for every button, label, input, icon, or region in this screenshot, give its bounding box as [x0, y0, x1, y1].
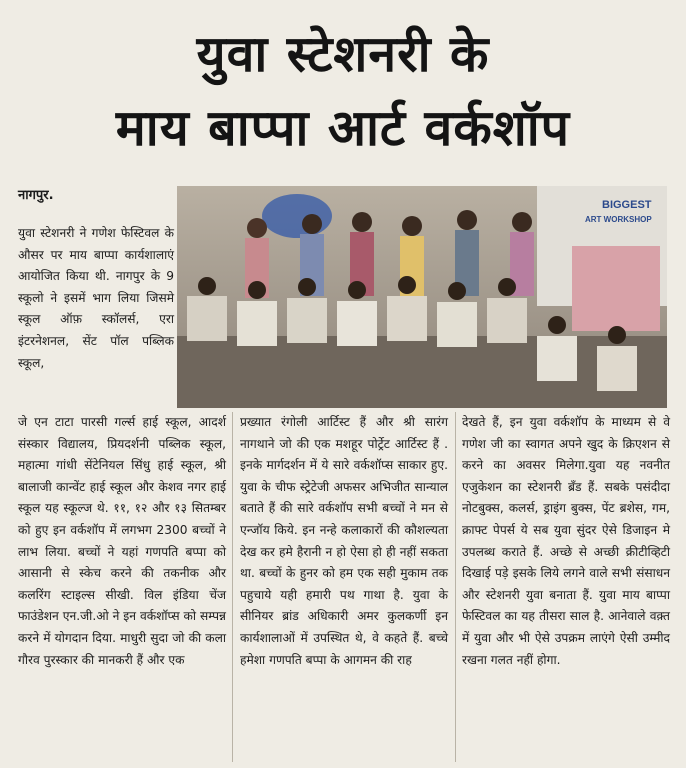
workshop-photo — [177, 186, 667, 408]
headline-line-1: युवा स्टेशनरी के — [196, 25, 490, 83]
headline-line-2: माय बाप्पा आर्ट वर्कशॉप — [115, 99, 571, 157]
article-column-3 — [462, 412, 670, 671]
article-paragraph: देखते हैं, इन युवा वर्कशॉप के माध्यम से वे गणेश जी का स्वागत अपने खुद के क्रिएशन से करने का अवसर मिलेगा.युवा यह नवनीत एजुकेशन का स्टेशनरी ब्रँड हैं. सबके पसंदीदा नोटबुक्स, कलर्स, ड्राइंग बुक्स, पेंट ब्रशेस, गम, क्राफ्ट पेपर्स ये सब युवा सुंदर ऐसे डिजाइन मे उपलब्ध कराते हैं. अच्छे से अच्छी क्रीटीव्हिटी दिखाई पड़े इसके लिये लगने वाले सभी संसाधन और स्टेशनरी युवा बनाता हैं. युवा माय बाप्पा फेस्टिवल का यह तीसरा साल है. आनेवाले वक़्त में युवा और भी ऐसे उपक्रम लाएंगे ऐसी उम्मीद रखना गलत नहीं होगा. — [462, 415, 670, 667]
ganesha-poster — [572, 246, 660, 331]
article-paragraph: युवा स्टेशनरी ने गणेश फेस्टिवल के औसर पर माय बाप्पा कार्यशालाएं आयोजित किया थी. नागपुर के 9 स्कूलो ने इसमें भाग लिया जिसमे स्कूल ऑफ़ स्कॉलर्स, एरा इंटरनेशनल, सेंट पॉल पब्लिक स्कूल, — [18, 226, 174, 370]
column-divider — [455, 412, 456, 762]
photo-illustration — [177, 186, 667, 408]
article-paragraph: जे एन टाटा पारसी गर्ल्स हाई स्कूल, आदर्श संस्कार विद्यालय, प्रियदर्शनी पब्लिक स्कूल, महात्मा गांधी सेंटेनियल सिंधु हाई स्कूल, श्री बालाजी कान्वेंट हाई स्कूल और केशव नगर हाई स्कूल यह स्कूल्ज थे. ११, १२ और १३ सितम्बर को हुए इन वर्कशॉप में लगभग 2300 बच्चों ने लाभ लिया. बच्चों ने यहां गणपति बप्पा को आसानी से स्केच करने की तकनीक और कलरिंग स्टाइल्स सीखी. विल इंडिया चेंज फाउंडेशन एन.जी.ओ ने इन वर्कशॉप्स को सम्पन्न करने में योगदान दिया. माधुरी सुदा जो की कला गौरव पुरस्कार की मानकरी हैं और एक — [18, 415, 226, 667]
article-column-1-top — [18, 223, 174, 374]
banner-text-1: BIGGEST — [602, 199, 652, 211]
banner-text-2: ART WORKSHOP — [585, 215, 652, 224]
article-column-2 — [240, 412, 448, 671]
column-divider — [232, 412, 233, 762]
dateline: नागपुर. — [18, 188, 54, 203]
article-column-1-bottom — [18, 412, 226, 671]
article-paragraph: प्रख्यात रंगोली आर्टिस्ट हैं और श्री सारंग नागथाने जो की एक मशहूर पोर्ट्रेट आर्टिस्ट हैं . इनके मार्गदर्शन में ये सारे वर्कशॉप्स साकार हुए. युवा के चीफ स्ट्रेटेजी अफसर अभिजीत सान्याल बताते हैं की सारे वर्कशॉप सभी बच्चों ने मन से एन्जॉय किये. इन नन्हे कलाकारों की कौशल्यता देख कर हमे हैरानी न हो ऐसा हो ही नहीं सकता था. बच्चों के हुनर को हम एक सही मुकाम तक पहुचाये यही हमारी पथ गाथा है. युवा के सीनियर ब्रांड अधिकारी अमर कुलकर्णी इन कार्यशालाओं में उपस्थित थे, वे कहते हैं. बच्चे हमेशा गणपति बप्पा के आगमन की राह — [240, 415, 448, 667]
